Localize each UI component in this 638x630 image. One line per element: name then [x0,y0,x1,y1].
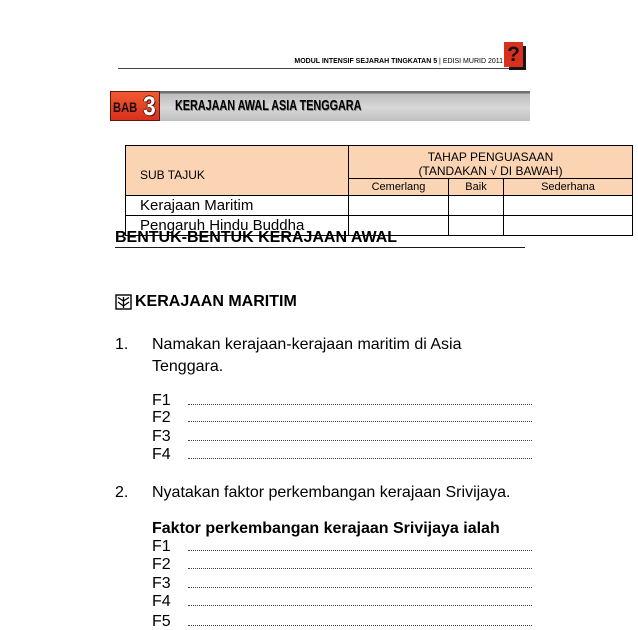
answer-line [188,458,532,459]
tick-cell [504,216,633,236]
header-rule [118,68,525,69]
answer-label: F5 [152,613,171,630]
answer-row [152,409,532,427]
question-text: Tenggara. [152,358,224,375]
answer-line [188,568,532,569]
topic-cell: Pengaruh Hindu Buddha [126,216,349,236]
answer-row [152,428,532,446]
table-row [126,196,633,216]
level-baik: Baik [449,179,504,196]
answer-label: F1 [152,538,171,555]
answer-row [152,538,532,556]
section-rule [115,247,525,248]
question-text: Nyatakan faktor perkembangan kerajaan Srivijaya. [152,484,511,501]
level-sederhana: Sederhana [504,179,633,196]
answer-label: F1 [152,392,171,409]
answer-label: F2 [152,556,171,573]
header-separator: | [439,58,441,65]
answer-line [188,440,532,441]
question-text: Namakan kerajaan-kerajaan maritim di Asia [152,336,462,353]
topic-cell: Kerajaan Maritim [126,196,349,216]
answer-label: F3 [152,575,171,592]
answer-label: F2 [152,409,171,426]
question-number: 2. [115,484,129,501]
tick-cell [349,196,449,216]
section-title: BENTUK-BENTUK KERAJAAN AWAL [115,229,398,246]
answer-row [152,556,532,574]
answer-label: F4 [152,446,171,463]
answer-line [188,605,532,606]
tick-cell [449,216,504,236]
answer-line [188,404,532,405]
answer-line [188,550,532,551]
wingding-bullet-icon [115,294,132,310]
answer-label: F4 [152,593,171,610]
answer-line [188,421,532,422]
chapter-label: BAB [113,99,138,115]
level-cemerlang: Cemerlang [349,179,449,196]
answer-row [152,392,532,410]
chapter-number: 3 [143,91,156,121]
answer-row [152,593,532,611]
chapter-title: KERAJAAN AWAL ASIA TENGGARA [175,97,362,114]
mastery-level-header [349,146,633,179]
answer-row [152,613,532,630]
mastery-table [125,145,633,236]
module-title: MODUL INTENSIF SEJARAH TINGKATAN 5 [294,58,438,65]
edition-label: EDISI MURID 2011 [442,58,503,65]
answer-row [152,575,532,593]
answer-line [188,625,532,626]
answer-label: F3 [152,428,171,445]
subtopic-header: SUB TAJUK [126,146,349,196]
question-number: 1. [115,336,129,353]
running-header [294,58,503,66]
tick-cell [504,196,633,216]
answer-row [152,446,532,464]
mastery-level-instruction: (TANDAKAN √ DI BAWAH) [418,164,563,178]
question-mark-logo-icon: ? [504,42,523,67]
mastery-level-title: TAHAP PENGUASAAN [427,150,554,164]
answer-intro: Faktor perkembangan kerajaan Srivijaya ialah [152,520,500,537]
table-header-row [126,146,633,179]
tick-cell [449,196,504,216]
answer-line [188,587,532,588]
subsection-title: KERAJAAN MARITIM [135,293,297,310]
